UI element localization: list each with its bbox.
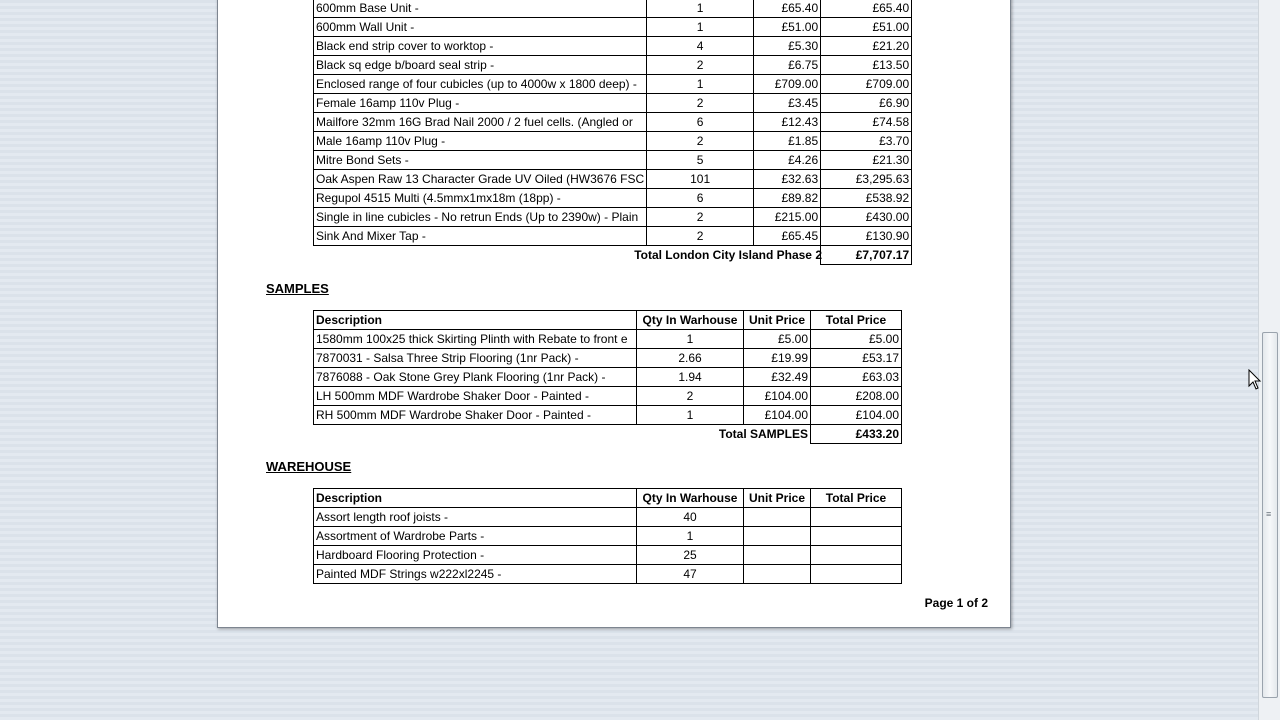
london-cell-unit-price: £5.30: [754, 37, 821, 56]
samples-header-qty: Qty In Warhouse: [637, 311, 744, 330]
samples-cell-description: 7870031 - Salsa Three Strip Flooring (1nr Pack) -: [314, 349, 637, 368]
scrollbar-thumb[interactable]: [1262, 332, 1278, 698]
samples-cell-unit-price: £19.99: [744, 349, 811, 368]
warehouse-cell-unit-price: [744, 565, 811, 584]
samples-header-row: [314, 311, 902, 330]
london-cell-total-price: £74.58: [821, 113, 912, 132]
warehouse-cell-qty: 40: [637, 508, 744, 527]
london-row: [314, 170, 912, 189]
samples-cell-total-price: £208.00: [811, 387, 902, 406]
london-cell-description: Black end strip cover to worktop -: [314, 37, 647, 56]
london-cell-description: Mailfore 32mm 16G Brad Nail 2000 / 2 fuel cells. (Angled or: [314, 113, 647, 132]
samples-row: [314, 349, 902, 368]
samples-cell-unit-price: £32.49: [744, 368, 811, 387]
samples-total-value: £433.20: [811, 425, 902, 444]
samples-cell-qty: 2.66: [637, 349, 744, 368]
london-cell-qty: 2: [647, 227, 754, 246]
warehouse-row: [314, 565, 902, 584]
warehouse-cell-unit-price: [744, 527, 811, 546]
london-cell-qty: 2: [647, 94, 754, 113]
london-cell-description: Single in line cubicles - No retrun Ends (Up to 2390w) - Plain: [314, 208, 647, 227]
london-cell-qty: 5: [647, 151, 754, 170]
london-cell-unit-price: £65.45: [754, 227, 821, 246]
page-number-footer: Page 1 of 2: [924, 596, 988, 610]
samples-cell-unit-price: £5.00: [744, 330, 811, 349]
warehouse-row: [314, 546, 902, 565]
london-cell-qty: 1: [647, 0, 754, 18]
london-cell-qty: 2: [647, 208, 754, 227]
warehouse-cell-unit-price: [744, 508, 811, 527]
samples-cell-unit-price: £104.00: [744, 406, 811, 425]
london-cell-unit-price: £215.00: [754, 208, 821, 227]
samples-cell-unit-price: £104.00: [744, 387, 811, 406]
london-cell-description: 600mm Base Unit -: [314, 0, 647, 18]
london-cell-total-price: £21.30: [821, 151, 912, 170]
london-row: [314, 37, 912, 56]
samples-cell-total-price: £104.00: [811, 406, 902, 425]
samples-cell-total-price: £63.03: [811, 368, 902, 387]
samples-cell-description: RH 500mm MDF Wardrobe Shaker Door - Painted -: [314, 406, 637, 425]
london-cell-unit-price: £65.40: [754, 0, 821, 18]
samples-cell-total-price: £5.00: [811, 330, 902, 349]
mouse-pointer-icon: [1248, 369, 1262, 391]
london-cell-total-price: £6.90: [821, 94, 912, 113]
warehouse-section-title: WAREHOUSE: [266, 459, 352, 474]
samples-cell-description: 7876088 - Oak Stone Grey Plank Flooring (1nr Pack) -: [314, 368, 637, 387]
london-city-island-table: [313, 0, 912, 265]
samples-cell-qty: 1: [637, 330, 744, 349]
samples-total-row: [314, 425, 902, 444]
london-cell-total-price: £3.70: [821, 132, 912, 151]
london-table-body: [314, 0, 912, 246]
warehouse-table-body: [314, 508, 902, 584]
london-cell-total-price: £51.00: [821, 18, 912, 37]
warehouse-cell-description: Hardboard Flooring Protection -: [314, 546, 637, 565]
london-cell-qty: 4: [647, 37, 754, 56]
london-cell-unit-price: £32.63: [754, 170, 821, 189]
london-cell-unit-price: £709.00: [754, 75, 821, 94]
warehouse-header-unit-price: Unit Price: [744, 489, 811, 508]
london-row: [314, 113, 912, 132]
samples-cell-description: 1580mm 100x25 thick Skirting Plinth with Rebate to front e: [314, 330, 637, 349]
london-cell-total-price: £13.50: [821, 56, 912, 75]
warehouse-cell-total-price: [811, 527, 902, 546]
london-cell-total-price: £3,295.63: [821, 170, 912, 189]
samples-header-description: Description: [314, 311, 637, 330]
scroll-grip-icon: ≡: [1266, 509, 1272, 519]
london-row: [314, 75, 912, 94]
london-cell-description: Black sq edge b/board seal strip -: [314, 56, 647, 75]
samples-row: [314, 387, 902, 406]
london-row: [314, 189, 912, 208]
london-cell-description: Mitre Bond Sets -: [314, 151, 647, 170]
london-cell-description: Male 16amp 110v Plug -: [314, 132, 647, 151]
warehouse-cell-total-price: [811, 565, 902, 584]
vertical-scrollbar[interactable]: [1258, 0, 1280, 720]
london-row: [314, 227, 912, 246]
warehouse-cell-description: Assortment of Wardrobe Parts -: [314, 527, 637, 546]
samples-total-label: Total SAMPLES: [314, 425, 811, 444]
samples-row: [314, 406, 902, 425]
london-cell-unit-price: £6.75: [754, 56, 821, 75]
london-cell-description: Regupol 4515 Multi (4.5mmx1mx18m (18pp) -: [314, 189, 647, 208]
london-row: [314, 0, 912, 18]
samples-table: [313, 310, 902, 444]
london-cell-unit-price: £4.26: [754, 151, 821, 170]
samples-row: [314, 368, 902, 387]
london-cell-description: Oak Aspen Raw 13 Character Grade UV Oiled (HW3676 FSC: [314, 170, 647, 189]
warehouse-header-description: Description: [314, 489, 637, 508]
london-total-label: Total London City Island Phase 2: [634, 248, 822, 262]
london-cell-unit-price: £89.82: [754, 189, 821, 208]
london-row: [314, 56, 912, 75]
samples-header-unit-price: Unit Price: [744, 311, 811, 330]
samples-row: [314, 330, 902, 349]
london-cell-total-price: £65.40: [821, 0, 912, 18]
samples-table-body: [314, 330, 902, 425]
london-cell-qty: 101: [647, 170, 754, 189]
warehouse-table: [313, 488, 902, 584]
samples-cell-description: LH 500mm MDF Wardrobe Shaker Door - Painted -: [314, 387, 637, 406]
warehouse-header-row: [314, 489, 902, 508]
london-cell-qty: 2: [647, 132, 754, 151]
warehouse-cell-description: Painted MDF Strings w222xl2245 -: [314, 565, 637, 584]
london-row: [314, 208, 912, 227]
warehouse-cell-qty: 1: [637, 527, 744, 546]
warehouse-cell-unit-price: [744, 546, 811, 565]
warehouse-cell-total-price: [811, 508, 902, 527]
london-cell-description: Sink And Mixer Tap -: [314, 227, 647, 246]
samples-section-title: SAMPLES: [266, 281, 329, 296]
warehouse-header-qty: Qty In Warhouse: [637, 489, 744, 508]
london-total-value: £7,707.17: [821, 246, 912, 265]
warehouse-header-total-price: Total Price: [811, 489, 902, 508]
samples-cell-qty: 1: [637, 406, 744, 425]
warehouse-cell-description: Assort length roof joists -: [314, 508, 637, 527]
london-row: [314, 18, 912, 37]
london-cell-qty: 2: [647, 56, 754, 75]
london-cell-total-price: £130.90: [821, 227, 912, 246]
samples-cell-total-price: £53.17: [811, 349, 902, 368]
london-cell-unit-price: £12.43: [754, 113, 821, 132]
london-cell-unit-price: £3.45: [754, 94, 821, 113]
london-cell-total-price: £21.20: [821, 37, 912, 56]
london-cell-description: Enclosed range of four cubicles (up to 4000w x 1800 deep) -: [314, 75, 647, 94]
document-page: [217, 0, 1011, 628]
london-cell-total-price: £709.00: [821, 75, 912, 94]
warehouse-cell-qty: 25: [637, 546, 744, 565]
london-cell-description: 600mm Wall Unit -: [314, 18, 647, 37]
london-row: [314, 132, 912, 151]
london-row: [314, 151, 912, 170]
london-cell-description: Female 16amp 110v Plug -: [314, 94, 647, 113]
london-cell-unit-price: £51.00: [754, 18, 821, 37]
london-cell-total-price: £430.00: [821, 208, 912, 227]
london-cell-qty: 6: [647, 113, 754, 132]
samples-header-total-price: Total Price: [811, 311, 902, 330]
london-row: [314, 94, 912, 113]
london-cell-qty: 1: [647, 18, 754, 37]
samples-cell-qty: 1.94: [637, 368, 744, 387]
london-cell-qty: 6: [647, 189, 754, 208]
warehouse-row: [314, 527, 902, 546]
warehouse-cell-qty: 47: [637, 565, 744, 584]
london-cell-total-price: £538.92: [821, 189, 912, 208]
samples-cell-qty: 2: [637, 387, 744, 406]
london-cell-qty: 1: [647, 75, 754, 94]
london-cell-unit-price: £1.85: [754, 132, 821, 151]
warehouse-cell-total-price: [811, 546, 902, 565]
warehouse-row: [314, 508, 902, 527]
